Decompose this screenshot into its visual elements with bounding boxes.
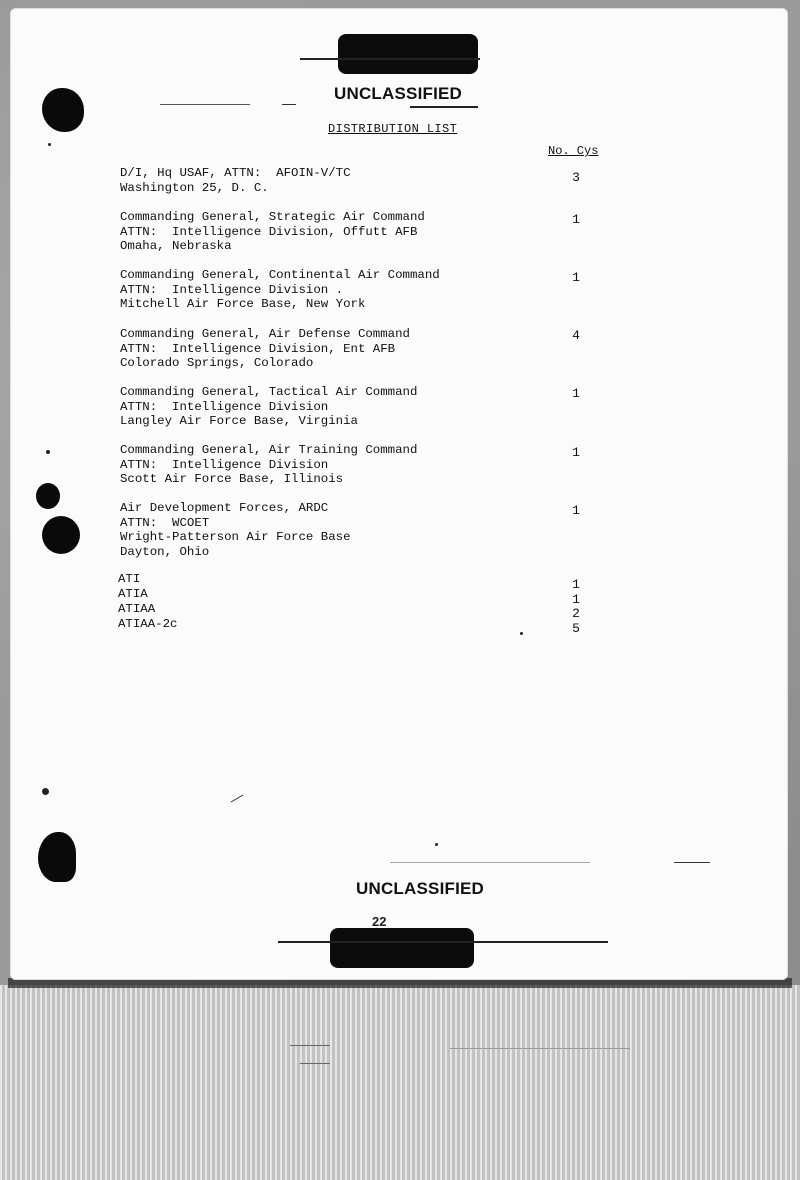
document-title: DISTRIBUTION LIST bbox=[328, 122, 458, 136]
scan-speck bbox=[46, 450, 50, 454]
office-copies: 5 bbox=[572, 620, 580, 636]
entry-copies-1: 3 bbox=[572, 170, 580, 185]
entry-line: Commanding General, Tactical Air Command bbox=[120, 385, 418, 399]
entry-line: Omaha, Nebraska bbox=[120, 239, 232, 254]
distribution-entry-5 bbox=[120, 385, 540, 429]
entry-copies-3: 1 bbox=[572, 270, 580, 285]
punch-hole-bottom bbox=[38, 832, 76, 882]
distribution-entry-6 bbox=[120, 443, 540, 487]
entry-line: Commanding General, Air Defense Command bbox=[120, 327, 410, 341]
entry-line: ATTN: Intelligence Division bbox=[120, 457, 329, 472]
office-copies: 1 bbox=[572, 591, 580, 607]
office-copies: 2 bbox=[572, 606, 580, 621]
entry-copies-7: 1 bbox=[572, 503, 580, 518]
distribution-entry-1 bbox=[120, 166, 540, 195]
entry-line: Washington 25, D. C. bbox=[120, 180, 269, 195]
punch-hole-top bbox=[42, 88, 84, 132]
distribution-entry-7 bbox=[120, 501, 540, 559]
distribution-entry-2 bbox=[120, 210, 540, 254]
punch-hole-middle bbox=[42, 516, 80, 554]
entry-line: ATTN: Intelligence Division bbox=[120, 399, 329, 414]
entry-line: Langley Air Force Base, Virginia bbox=[120, 414, 358, 429]
office-symbol: ATIAA-2c bbox=[118, 617, 178, 631]
office-symbol-list bbox=[118, 572, 178, 632]
entry-line: Commanding General, Strategic Air Command bbox=[120, 210, 425, 224]
punch-hole-middle-upper bbox=[36, 483, 60, 509]
header-faint-mark bbox=[160, 104, 250, 105]
office-symbol-copies bbox=[566, 578, 586, 636]
header-small-mark bbox=[282, 104, 296, 105]
entry-line: Wright-Patterson Air Force Base bbox=[120, 530, 351, 545]
distribution-entry-4 bbox=[120, 327, 540, 371]
entry-line: ATTN: Intelligence Division . bbox=[120, 282, 344, 297]
bottom-redaction-bar bbox=[330, 928, 474, 968]
office-symbol: ATI bbox=[118, 572, 141, 586]
entry-copies-6: 1 bbox=[572, 445, 580, 460]
entry-line: Mitchell Air Force Base, New York bbox=[120, 297, 366, 312]
entry-line: Commanding General, Air Training Command bbox=[120, 443, 418, 457]
scan-speck bbox=[520, 632, 523, 635]
top-classification-stamp: UNCLASSIFIED bbox=[334, 84, 463, 103]
entry-line: Colorado Springs, Colorado bbox=[120, 356, 314, 371]
bottom-classification-stamp: UNCLASSIFIED bbox=[356, 879, 485, 898]
office-symbol: ATIAA bbox=[118, 602, 156, 616]
entry-line: ATTN: Intelligence Division, Offutt AFB bbox=[120, 224, 418, 239]
entry-line: ATTN: Intelligence Division, Ent AFB bbox=[120, 341, 396, 356]
scan-speck bbox=[48, 143, 51, 146]
top-redaction-bar bbox=[338, 34, 478, 74]
entry-line: Scott Air Force Base, Illinois bbox=[120, 472, 344, 487]
page-number: 22 bbox=[372, 914, 387, 929]
entry-line: Commanding General, Continental Air Command bbox=[120, 268, 440, 282]
scan-speck bbox=[42, 788, 49, 795]
entry-line: Dayton, Ohio bbox=[120, 544, 210, 559]
office-copies: 1 bbox=[572, 577, 580, 592]
stray-line-right bbox=[674, 862, 710, 863]
stray-line-lower bbox=[390, 862, 590, 863]
entry-line: ATTN: WCOET bbox=[120, 515, 210, 530]
top-stamp-underline bbox=[410, 106, 478, 108]
document-page bbox=[10, 8, 788, 980]
entry-copies-5: 1 bbox=[572, 386, 580, 401]
office-symbol: ATIA bbox=[118, 587, 148, 601]
entry-line: D/I, Hq USAF, ATTN: AFOIN-V/TC bbox=[120, 166, 351, 180]
entry-copies-2: 1 bbox=[572, 212, 580, 227]
scan-speck bbox=[435, 843, 438, 846]
distribution-entry-3 bbox=[120, 268, 540, 312]
entry-line: Air Development Forces, ARDC bbox=[120, 501, 329, 515]
top-redaction-line bbox=[300, 58, 480, 60]
scanner-background-strip bbox=[0, 985, 800, 1180]
entry-copies-4: 4 bbox=[572, 328, 580, 343]
copies-column-header: No. Cys bbox=[548, 144, 599, 158]
bottom-redaction-line bbox=[278, 941, 608, 943]
